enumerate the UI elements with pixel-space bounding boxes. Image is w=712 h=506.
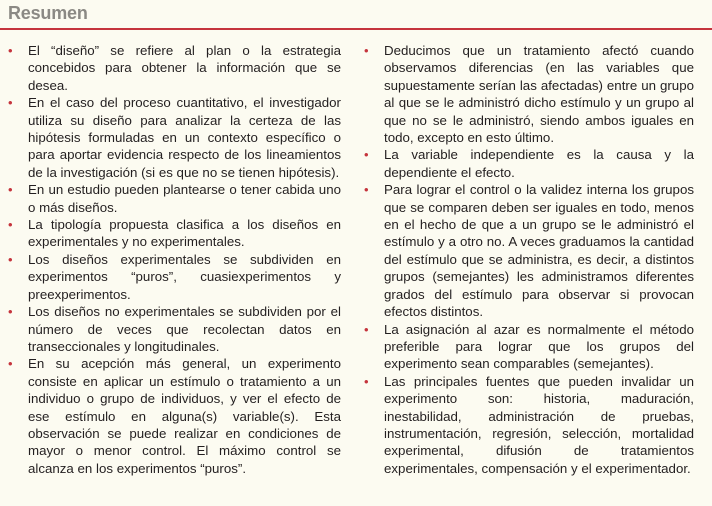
bullet-icon: • <box>8 304 13 320</box>
list-item-text: En su acepción más general, un experimento consiste en aplicar un estímulo o tratamiento a un individuo o grupo de individuos, y ver el efecto de ese estímulo en alguna(s) variable(s). Esta observación se puede realizar en condiciones de mayor o menor control. El máximo control se alcanza en los experimentos “puros”. <box>28 356 341 476</box>
summary-title: Resumen <box>8 3 88 23</box>
list-item <box>364 42 694 146</box>
list-item-text: La tipología propuesta clasifica a los diseños en experimentales y no experimentales. <box>28 217 341 250</box>
left-column <box>8 42 341 477</box>
bullet-icon: • <box>364 321 369 337</box>
list-item-text: Deducimos que un tratamiento afectó cuando observamos diferencias (en las variables que supuestamente serían las afectadas) entre un grupo al que se le administró dicho estímulo y un grupo al que no se le administró, siendo ambos iguales en todo, excepto en esto último. <box>384 43 694 146</box>
bullet-icon: • <box>8 43 13 58</box>
list-item-text: Los diseños no experimentales se subdividen por el número de veces que recolectan datos en transeccionales y longitudinales. <box>28 304 341 354</box>
list-item-text: El “diseño” se refiere al plan o la estrategia concebidos para obtener la información que se desea. <box>28 43 341 93</box>
bullet-icon: • <box>364 373 369 389</box>
list-item-text: En un estudio pueden plantearse o tener cabida uno o más diseños. <box>28 182 341 215</box>
bullet-icon: • <box>8 182 13 198</box>
bullet-icon: • <box>364 147 369 163</box>
list-item-text: La asignación al azar es normalmente el método preferible para lograr que los grupos del experimento sean comparables (semejantes). <box>384 321 694 372</box>
summary-header <box>0 0 712 31</box>
list-item <box>364 146 694 181</box>
list-item <box>8 42 341 94</box>
bullet-icon: • <box>8 95 13 111</box>
list-item <box>8 181 341 216</box>
list-item <box>364 373 694 477</box>
bullet-icon: • <box>364 43 369 58</box>
list-item <box>8 251 341 303</box>
list-item-text: Los diseños experimentales se subdividen en experimentos “puros”, cuasiexperimentos y preexperimentos. <box>28 251 341 302</box>
list-item <box>8 303 341 355</box>
bullet-icon: • <box>8 251 13 267</box>
right-column <box>364 42 694 477</box>
list-item <box>364 181 694 320</box>
list-item-text: En el caso del proceso cuantitativo, el investigador utiliza su diseño para analizar la certeza de las hipótesis formuladas en un contexto específico o para aportar evidencia respecto de los lineamientos de la investigación (si es que no se tienen hipótesis). <box>28 95 341 180</box>
bullet-icon: • <box>8 217 13 233</box>
list-item-text: La variable independiente es la causa y la dependiente el efecto. <box>384 147 694 180</box>
bullet-icon: • <box>8 356 13 372</box>
list-item <box>364 321 694 373</box>
list-item <box>8 355 341 477</box>
list-item <box>8 216 341 251</box>
bullet-icon: • <box>364 182 369 198</box>
list-item <box>8 94 341 181</box>
list-item-text: Las principales fuentes que pueden invalidar un experimento son: historia, maduración, inestabilidad, administración de pruebas, instrumentación, regresión, selección, mortalidad experimental, difusión de tratamientos experimentales, compensación y el experimentador. <box>384 373 694 476</box>
header-divider <box>0 28 712 30</box>
list-item-text: Para lograr el control o la validez interna los grupos que se comparen deben ser iguales en todo, menos en el hecho de que a un grupo se le administró el estímulo y a otro no. A veces graduamos la cantidad del estímulo que se administra, es decir, a distintos grupos (semejantes) les administramos diferentes grados del estímulo para observar si provocan efectos distintos. <box>384 182 694 320</box>
right-bullet-list <box>364 42 694 477</box>
left-bullet-list <box>8 42 341 477</box>
